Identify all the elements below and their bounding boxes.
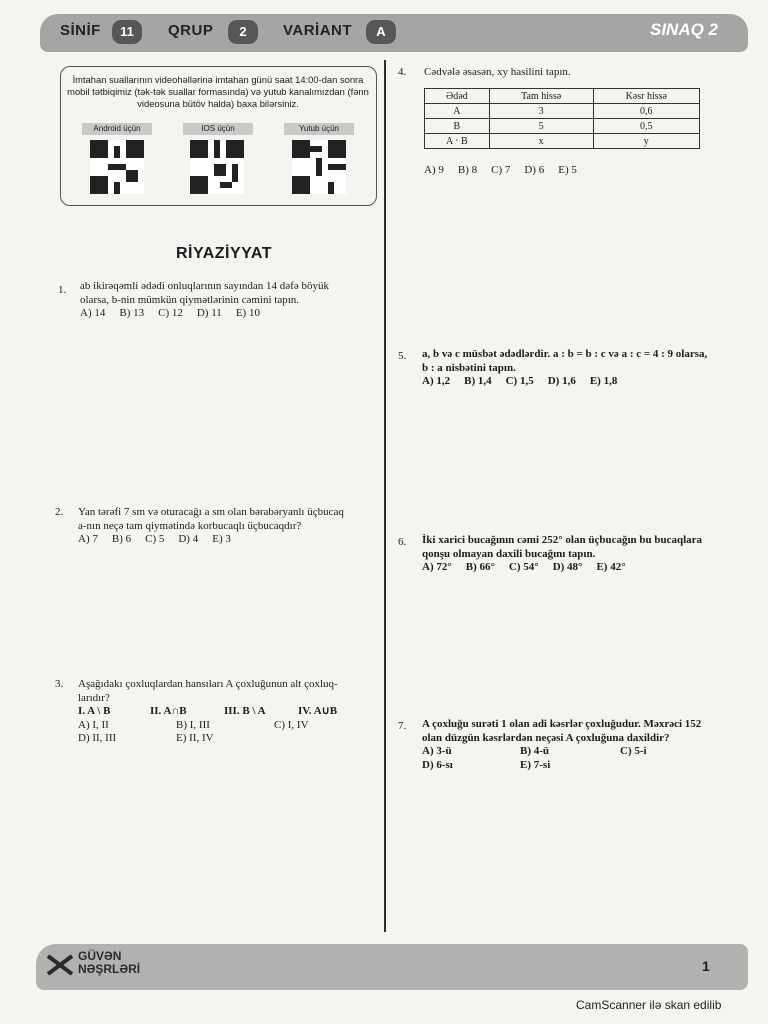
q2-option-a[interactable]: A) 7	[78, 533, 98, 545]
q7-options-row2	[422, 759, 752, 773]
q6-text	[422, 534, 752, 575]
q6-line1: İki xarici bucağının cəmi 252° olan üçbucağın bu bucaqlara	[422, 534, 703, 546]
q5-line1: a, b və c müsbət ədədlərdir. a : b = b : c və a : c = 4 : 9 olarsa,	[422, 348, 708, 360]
table-row	[425, 134, 700, 149]
qrup-badge: 2	[228, 20, 258, 44]
q3-option-d[interactable]: D) II, III	[78, 732, 117, 744]
q5-text	[422, 348, 752, 389]
column-divider	[384, 60, 386, 932]
q1-options	[80, 307, 380, 321]
q1-option-e[interactable]: E) 10	[235, 307, 260, 319]
q3-line1: Aşağıdakı çoxluqlardan hansıları A çoxluğunun alt çoxluq-	[78, 678, 338, 690]
q4-text: Cədvələ əsasən, xy hasilini tapın.	[424, 66, 571, 78]
footer-bar	[36, 944, 748, 990]
q4-option-b[interactable]: B) 8	[457, 164, 478, 176]
logo-line1: GÜVƏN	[78, 949, 122, 963]
q4-cell: 3	[489, 104, 593, 119]
youtube-label: Yutub üçün	[284, 123, 354, 135]
q4-cell: y	[593, 134, 699, 149]
q4-cell: 0,5	[593, 119, 699, 134]
q7-options-row1	[422, 745, 752, 759]
q2-line1: Yan tərəfi 7 sm və oturacağı a sm olan bərabəryanlı üçbucaq	[78, 506, 344, 518]
q4-th-2: Tam hissə	[489, 89, 593, 104]
q7-option-d[interactable]: D) 6-sı	[422, 758, 453, 771]
q3-set-2: II. A∩B	[150, 705, 187, 717]
q7-option-c[interactable]: C) 5-i	[620, 745, 647, 757]
q2-option-b[interactable]: B) 6	[111, 533, 132, 545]
q5-option-d[interactable]: D) 1,6	[547, 375, 576, 387]
q3-options-row2	[78, 732, 380, 746]
q5-option-e[interactable]: E) 1,8	[589, 375, 618, 387]
q6-line2: qonşu olmayan daxili bucağını tapın.	[422, 547, 596, 560]
q5-option-a[interactable]: A) 1,2	[422, 375, 451, 387]
q5-line2: b : a nisbətini tapın.	[422, 361, 516, 374]
q1-option-d[interactable]: D) 11	[196, 307, 222, 319]
android-label: Android üçün	[82, 123, 152, 135]
sinif-label: SİNİF	[60, 22, 101, 39]
q4-cell: 5	[489, 119, 593, 134]
q3-option-e[interactable]: E) II, IV	[176, 732, 214, 744]
q6-option-d[interactable]: D) 48°	[552, 561, 583, 573]
publisher-logo-text	[78, 950, 140, 976]
q1-text	[80, 280, 380, 321]
q7-line1: A çoxluğu surəti 1 olan adi kəsrlər çoxluğudur. Məxrəci 152	[422, 718, 702, 730]
q1-option-c[interactable]: C) 12	[158, 307, 183, 319]
page-number: 1	[702, 958, 710, 974]
q4-option-d[interactable]: D) 6	[524, 164, 545, 176]
q3-set-1: I. A \ B	[78, 705, 111, 717]
variant-badge: A	[366, 20, 396, 44]
youtube-qr-icon[interactable]	[292, 140, 346, 194]
q7-option-b[interactable]: B) 4-ü	[520, 745, 550, 757]
sinaq-label: SINAQ 2	[650, 20, 719, 39]
q2-text	[78, 506, 380, 547]
q4-cell: A	[425, 104, 490, 119]
q5-number: 5.	[398, 350, 407, 362]
q4-options	[424, 164, 724, 178]
q3-text	[78, 678, 380, 746]
q1-option-b[interactable]: B) 13	[119, 307, 145, 319]
q6-number: 6.	[398, 536, 407, 548]
q3-option-b[interactable]: B) I, III	[176, 718, 210, 731]
q7-option-e[interactable]: E) 7-si	[520, 758, 551, 771]
q5-option-b[interactable]: B) 1,4	[464, 375, 492, 387]
q3-set-3: III. B \ A	[224, 705, 266, 717]
q5-option-c[interactable]: C) 1,5	[505, 375, 534, 387]
q3-options-row1	[78, 719, 380, 733]
q1-line1: ab ikirəqəmli ədədi onluqlarının sayından 14 dəfə böyük	[80, 280, 329, 292]
ios-label: IOS üçün	[183, 123, 253, 135]
q7-option-a[interactable]: A) 3-ü	[422, 745, 452, 757]
q4-table-header	[425, 89, 700, 104]
q3-number: 3.	[55, 678, 64, 690]
q4-option-a[interactable]: A) 9	[424, 164, 444, 176]
q3-set-4: IV. A∪B	[298, 705, 338, 717]
q4-th-1: Ədəd	[425, 89, 490, 104]
q6-option-c[interactable]: C) 54°	[508, 561, 539, 573]
q4-cell: B	[425, 119, 490, 134]
q7-number: 7.	[398, 720, 407, 732]
q3-option-a[interactable]: A) I, II	[78, 718, 109, 731]
q4-option-c[interactable]: C) 7	[491, 164, 511, 176]
q2-option-d[interactable]: D) 4	[178, 533, 199, 545]
q6-options	[422, 561, 752, 575]
sinif-badge: 11	[112, 20, 142, 44]
table-row	[425, 104, 700, 119]
q4-table	[424, 88, 700, 149]
q4-cell: x	[489, 134, 593, 149]
logo-line2: NƏŞRLƏRİ	[78, 962, 141, 976]
ios-qr-icon[interactable]	[190, 140, 244, 194]
scan-watermark-text: CamScanner ilə skan edilib	[576, 998, 722, 1012]
q3-line2: larıdır?	[78, 691, 110, 704]
q2-options	[78, 533, 380, 547]
q5-options	[422, 375, 752, 389]
table-row	[425, 119, 700, 134]
q4-number: 4.	[398, 66, 407, 78]
q4-option-e[interactable]: E) 5	[558, 164, 577, 176]
q1-number: 1.	[58, 284, 67, 296]
q7-line2: olan düzgün kəsrlərdən neçəsi A çoxluğuna daxildir?	[422, 731, 670, 744]
q2-option-e[interactable]: E) 3	[212, 533, 231, 545]
q1-line2: olarsa, b-nin mümkün qiymətlərinin cəmini tapın.	[80, 293, 300, 306]
qrup-label: QRUP	[168, 22, 214, 39]
q2-option-c[interactable]: C) 5	[145, 533, 165, 545]
q4-cell: A · B	[425, 134, 490, 149]
q4-th-3: Kəsr hissə	[593, 89, 699, 104]
variant-label: VARİANT	[283, 22, 353, 39]
q3-option-c[interactable]: C) I, IV	[274, 718, 309, 731]
android-qr-icon[interactable]	[90, 140, 144, 194]
q3-sets	[78, 705, 380, 719]
publisher-logo-icon	[46, 953, 74, 977]
q2-number: 2.	[55, 506, 64, 518]
q4-cell: 0,6	[593, 104, 699, 119]
q6-option-a[interactable]: A) 72°	[422, 561, 452, 573]
q6-option-b[interactable]: B) 66°	[465, 561, 495, 573]
video-notice-text: İmtahan suallarının videohəllərinə imtahan günü saat 14:00-dan sonra mobil tətbiqimiz (tək-tək suallar formasında) və yutub kanalımızdan (fənn videosuna bütöv halda) baxa bilərsiniz.	[67, 74, 369, 109]
subject-title: RİYAZİYYAT	[176, 245, 272, 262]
q2-line2: a-nın neçə tam qiymətində korbucaqlı üçbucaqdır?	[78, 519, 302, 532]
q1-option-a[interactable]: A) 14	[80, 307, 106, 319]
q6-option-e[interactable]: E) 42°	[596, 561, 626, 573]
q7-text	[422, 718, 752, 772]
